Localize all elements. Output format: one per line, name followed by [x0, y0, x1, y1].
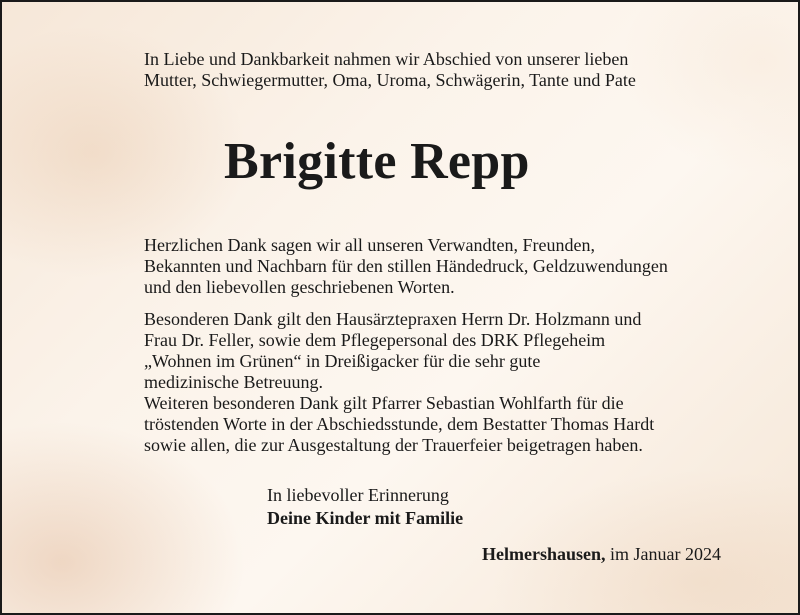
- signoff-phrase: In liebevoller Erinnerung: [267, 485, 449, 505]
- intro-line: Mutter, Schwiegermutter, Oma, Uroma, Schwägerin, Tante und Pate: [144, 70, 636, 90]
- special-thanks-line: Besonderen Dank gilt den Hausärztepraxen Herrn Dr. Holzmann und: [144, 309, 642, 329]
- signoff-family: Deine Kinder mit Familie: [267, 508, 464, 528]
- thanks-paragraph: [144, 235, 668, 298]
- special-thanks-line: Frau Dr. Feller, sowie dem Pflegepersonal des DRK Pflegeheim: [144, 330, 606, 350]
- special-thanks-line: „Wohnen im Grünen“ in Dreißigacker für die sehr gute: [144, 351, 541, 371]
- intro-text: [144, 49, 636, 91]
- place-town: Helmershausen,: [482, 544, 606, 564]
- thanks-line: und den liebevollen geschriebenen Worten.: [144, 277, 455, 297]
- thanks-line: Bekannten und Nachbarn für den stillen Händedruck, Geldzuwendungen: [144, 256, 668, 276]
- special-thanks-line: Weiteren besonderen Dank gilt Pfarrer Sebastian Wohlfarth für die: [144, 393, 624, 413]
- deceased-name: Brigitte Repp: [224, 133, 530, 190]
- signoff: [267, 484, 463, 530]
- special-thanks-line: tröstenden Worte in der Abschiedsstunde, dem Bestatter Thomas Hardt: [144, 414, 655, 434]
- special-thanks-line: sowie allen, die zur Ausgestaltung der Trauerfeier beigetragen haben.: [144, 435, 643, 455]
- place-date: im Januar 2024: [605, 544, 721, 564]
- special-thanks-line: medizinische Betreuung.: [144, 372, 323, 392]
- special-thanks-paragraph: [144, 309, 654, 456]
- place-and-date: [482, 544, 721, 565]
- intro-line: In Liebe und Dankbarkeit nahmen wir Abschied von unserer lieben: [144, 49, 629, 69]
- thanks-line: Herzlichen Dank sagen wir all unseren Verwandten, Freunden,: [144, 235, 596, 255]
